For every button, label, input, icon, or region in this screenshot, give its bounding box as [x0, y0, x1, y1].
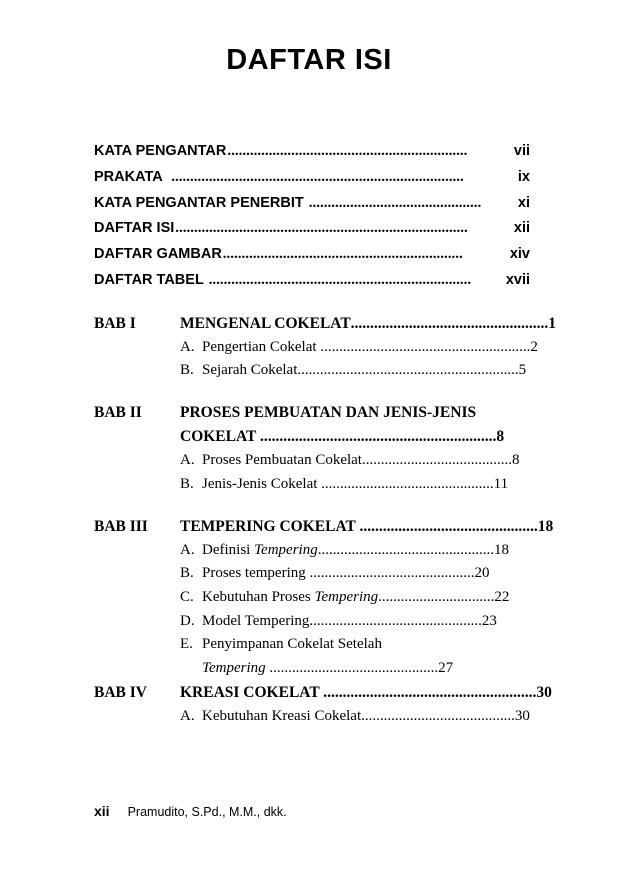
section-entry[interactable] [94, 610, 530, 634]
chapter-title: MENGENAL COKELAT [180, 314, 351, 332]
section-entry[interactable] [94, 586, 530, 610]
toc-entry-label: KATA PENGANTAR [94, 143, 227, 159]
toc-entry-label: KATA PENGANTAR PENERBIT [94, 194, 308, 211]
leader-dots: .............................................. [359, 517, 538, 535]
toc-entry-page: ix [517, 168, 530, 185]
section-title: Sejarah Cokelat [202, 362, 298, 379]
leader-dots: ........................................................ [320, 338, 531, 355]
section-page: 11 [493, 475, 509, 492]
toc-entry-daftar-isi[interactable] [94, 216, 530, 242]
section-marker: C. [180, 588, 194, 605]
toc-entry-prakata[interactable] [94, 165, 530, 191]
chapter-title: TEMPERING COKELAT [180, 517, 360, 535]
section-title: Proses Pembuatan Cokelat [202, 452, 362, 469]
section-entry[interactable] [94, 562, 530, 586]
leader-dots: ......................................... [361, 707, 515, 724]
section-marker: B. [180, 475, 194, 492]
toc-entry-kata-pengantar-penerbit[interactable] [94, 191, 530, 217]
toc-entry-page: xi [517, 194, 530, 211]
chapter-title: KREASI COKELAT [180, 683, 324, 701]
section-title: Kebutuhan Proses Tempering [202, 588, 379, 605]
section-entry[interactable] [94, 473, 530, 497]
toc-entry-daftar-tabel[interactable] [94, 268, 530, 294]
chapter-title-continuation[interactable] [94, 425, 530, 449]
chapter-title-line2: COKELAT [180, 428, 260, 446]
section-marker: B. [180, 565, 194, 582]
section-title: Penyimpanan Cokelat Setelah [202, 636, 382, 653]
leader-dots: .............................................................................. [175, 220, 468, 237]
chapter-group-bab-2 [94, 401, 530, 496]
section-page: 23 [481, 612, 497, 629]
section-entry[interactable] [94, 449, 530, 473]
chapter-page: 1 [548, 314, 557, 332]
section-title: Kebutuhan Kreasi Cokelat [202, 707, 362, 724]
section-marker: E. [180, 636, 193, 653]
section-title: Pengertian Cokelat [202, 338, 321, 355]
chapter-label: BAB I [94, 314, 136, 332]
chapter-entry[interactable] [94, 312, 557, 336]
section-page: 30 [514, 707, 530, 724]
chapter-page: 18 [537, 517, 554, 535]
section-marker: A. [180, 452, 195, 469]
chapter-entry[interactable] [94, 681, 552, 705]
section-entry[interactable] [94, 336, 538, 360]
section-entry[interactable] [94, 633, 530, 657]
leader-dots: .............................................................................. [171, 168, 464, 185]
section-title-line2: Tempering [202, 660, 270, 677]
front-matter-list [94, 139, 530, 294]
toc-entry-daftar-gambar[interactable] [94, 242, 530, 268]
leader-dots: ................................................................ [222, 246, 463, 263]
section-title: Definisi Tempering [202, 541, 318, 558]
toc-entry-page: xiv [509, 246, 530, 263]
section-marker: A. [180, 338, 195, 355]
leader-dots: ............................................... [317, 541, 494, 558]
toc-entry-kata-pengantar[interactable] [94, 139, 530, 165]
chapter-group-bab-4 [94, 681, 552, 729]
section-entry[interactable] [94, 359, 530, 383]
toc-entry-label: PRAKATA [94, 168, 171, 185]
section-marker: D. [180, 612, 195, 629]
leader-dots: ................................................................ [227, 143, 468, 159]
section-entry[interactable] [94, 539, 530, 563]
page-title: DAFTAR ISI [226, 44, 392, 76]
section-marker: A. [180, 707, 195, 724]
footer-author: Pramudito, S.Pd., M.M., dkk. [127, 805, 287, 819]
section-title: Model Tempering. [202, 612, 314, 629]
chapter-label: BAB IV [94, 683, 147, 701]
chapter-label: BAB II [94, 404, 142, 422]
leader-dots: ............................................. [269, 660, 439, 677]
section-title: Jenis-Jenis Cokelat [202, 475, 322, 492]
section-page: 22 [494, 588, 510, 605]
section-page: 5 [518, 362, 527, 379]
section-page: 20 [474, 565, 490, 582]
leader-dots: .............................................. [321, 475, 494, 492]
toc-entry-page: xii [513, 220, 530, 237]
chapter-entry[interactable] [94, 515, 554, 539]
leader-dots: ............................................................. [259, 428, 497, 446]
leader-dots: .............................................. [308, 194, 482, 211]
leader-dots: ............................... [378, 588, 495, 605]
chapter-title: PROSES PEMBUATAN DAN JENIS-JENIS [180, 404, 477, 422]
section-entry[interactable] [94, 705, 530, 729]
section-page: 18 [493, 541, 509, 558]
section-title-continuation[interactable] [94, 657, 530, 681]
footer-page-number: xii [94, 803, 110, 819]
toc-entry-label: DAFTAR ISI [94, 220, 175, 237]
document-page [0, 44, 618, 877]
chapter-page: 30 [536, 683, 552, 701]
page-footer [94, 803, 287, 819]
table-of-contents [0, 139, 618, 728]
chapter-group-bab-3 [94, 515, 554, 681]
section-title: Proses tempering [202, 565, 310, 582]
section-marker: B. [180, 362, 194, 379]
leader-dots: ................................................... [350, 314, 549, 332]
chapter-page: 8 [496, 428, 505, 446]
leader-dots: ....................................................... [323, 683, 537, 701]
toc-entry-label: DAFTAR GAMBAR [94, 246, 222, 263]
section-marker: A. [180, 541, 195, 558]
leader-dots: ............................................ [309, 565, 475, 582]
leader-dots: ........................................ [361, 452, 512, 469]
chapter-entry[interactable] [94, 401, 530, 425]
leader-dots: ...................................................................... [208, 271, 472, 288]
chapter-label: BAB III [94, 517, 148, 535]
section-page: 8 [511, 452, 520, 469]
section-page: 2 [530, 338, 538, 355]
toc-entry-label: DAFTAR TABEL [94, 271, 208, 288]
leader-dots: ........................................................... [297, 362, 519, 379]
chapter-group-bab-1 [94, 312, 557, 383]
section-page: 27 [438, 660, 454, 677]
leader-dots: ............................................. [313, 612, 482, 629]
toc-entry-page: xvii [505, 271, 530, 288]
toc-entry-page: vii [513, 143, 530, 159]
